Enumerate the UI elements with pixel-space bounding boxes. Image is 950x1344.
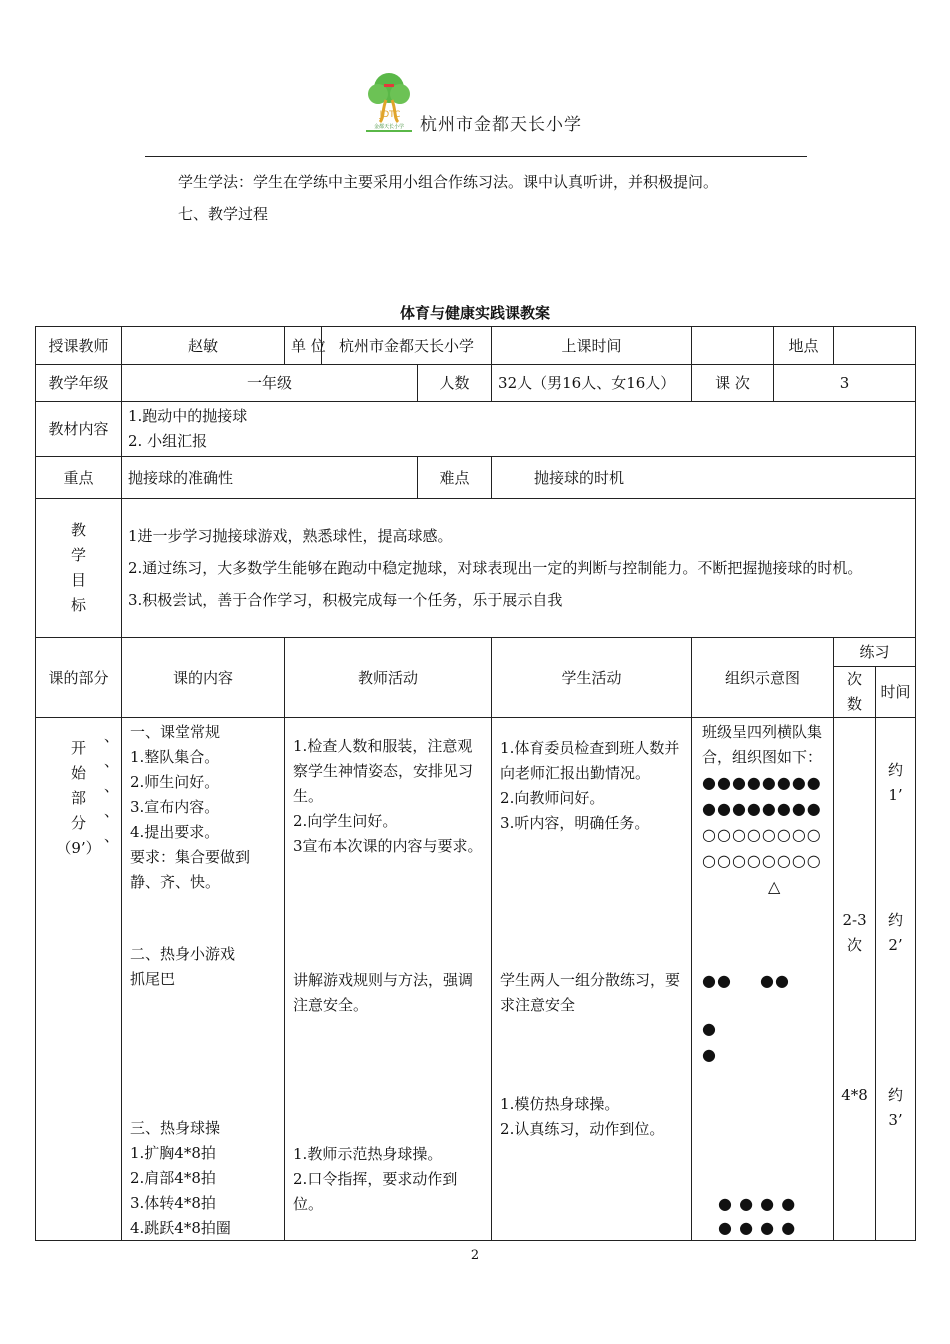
goal-item: 2.通过练习，大多数学生能够在跑动中稳定抛球，对球表现出一定的判断与控制能力。不断把握抛接球的时机。 (128, 559, 863, 577)
single-dot: ● (702, 1045, 718, 1064)
part-mark: 、 (103, 827, 119, 845)
student-line: 2.认真练习，动作到位。 (500, 1120, 665, 1138)
goal-item: 1进一步学习抛接球游戏，熟悉球性，提高球感。 (128, 527, 453, 545)
goal-item: 3.积极尝试，善于合作学习，积极完成每一个任务，乐于展示自我 (128, 591, 563, 609)
key-value: 抛接球的准确性 (122, 457, 418, 499)
part-minutes: （9’） (56, 839, 101, 857)
part-mark: 、 (103, 752, 119, 770)
teacher-line: 1.检查人数和服装，注意观察学生神情姿态，安排见习生。 (293, 737, 474, 805)
content-label: 教材内容 (36, 402, 122, 457)
formation-row-filled: ●●●●●●●● (702, 799, 822, 818)
teacher-line: 1.教师示范热身球操。 (293, 1145, 443, 1163)
formation-row-hollow: ○○○○○○○○ (702, 825, 822, 844)
content-line: 抓尾巴 (130, 970, 176, 988)
duration-block-2 (876, 908, 915, 958)
pair-dots: ●● (702, 971, 732, 990)
logo-text: 金都天长小学 (373, 124, 405, 130)
formation-diagram-1 (702, 720, 829, 900)
content-line: 1.整队集合。 (130, 748, 220, 766)
place-value (834, 327, 916, 365)
diagram-cell (692, 718, 834, 1241)
student-line: 3.听内容，明确任务。 (500, 814, 650, 832)
content-line-2: 2. 小组汇报 (128, 432, 208, 450)
content-line-1: 1.跑动中的抛接球 (128, 407, 248, 425)
study-method-text: 学生学法：学生在学练中主要采用小组合作练习法。课中认真听讲，并积极提问。 (178, 173, 719, 191)
col-duration: 时间 (876, 667, 916, 718)
col-practice: 练习 (834, 638, 916, 667)
student-line: 1.模仿热身球操。 (500, 1095, 620, 1113)
teacher-line: 3宣布本次课的内容与要求。 (293, 837, 483, 855)
col-content: 课的内容 (122, 638, 285, 718)
goals-label-char: 教 (70, 521, 86, 539)
teacher-block-1 (293, 734, 485, 859)
times-cell (834, 718, 876, 1241)
columns-header-row-1 (36, 638, 916, 667)
time-value (692, 327, 774, 365)
student-line: 学生两人一组分散练习，要求注意安全 (500, 971, 681, 1014)
col-times-char: 数 (847, 695, 863, 713)
teacher-line: 2.向学生问好。 (293, 812, 398, 830)
count-label: 人数 (418, 365, 492, 402)
page-header (0, 60, 950, 140)
pair-dots: ●● (760, 971, 790, 990)
duration-cell (876, 718, 916, 1241)
teacher-line: 2.口令指挥，要求动作到位。 (293, 1170, 458, 1213)
part-cell (36, 718, 122, 1241)
student-activity-cell (492, 718, 692, 1241)
duration-block-3 (876, 1083, 915, 1133)
lesson-plan-table (35, 326, 916, 1241)
content-line: 4.提出要求。 (130, 823, 220, 841)
content-line: 2.肩部4*8拍 (130, 1169, 216, 1187)
content-line: 一、课堂常规 (130, 723, 221, 741)
table-title: 体育与健康实践课教案 (399, 304, 550, 322)
duration-value: 约 (888, 761, 904, 779)
content-line: 2.师生问好。 (130, 773, 220, 791)
col-teacher: 教师活动 (285, 638, 492, 718)
goals-label (36, 499, 122, 638)
goals-label-char: 目 (70, 571, 86, 589)
duration-value: 2’ (888, 936, 903, 954)
formation-row-filled: ● ● ● ● (718, 1218, 797, 1237)
difficulty-value: 抛接球的时机 (492, 457, 916, 499)
part-char: 始 (70, 764, 86, 782)
goals-list (122, 499, 916, 638)
page-number: 2 (470, 1248, 480, 1263)
content-cell (122, 718, 285, 1241)
teacher-block-2 (293, 968, 485, 1018)
difficulty-label: 难点 (418, 457, 492, 499)
times-block-2 (834, 908, 875, 958)
key-row (36, 457, 916, 499)
formation-diagram-3 (718, 1192, 796, 1240)
unit-value: 杭州市金都天长小学 (322, 327, 492, 365)
teacher-value: 赵敏 (122, 327, 285, 365)
formation-row-filled: ● ● ● ● (718, 1194, 797, 1213)
grade-label: 教学年级 (36, 365, 122, 402)
times-value: 4*8 (841, 1086, 868, 1104)
duration-value: 约 (888, 911, 904, 929)
diagram-caption: 班级呈四列横队集合，组织图如下： (702, 723, 823, 766)
count-value: 32人（男16人、女16人） (492, 365, 692, 402)
formation-diagram-2c (702, 1016, 717, 1068)
student-block-2 (500, 968, 685, 1018)
content-line: 要求：集合要做到静、齐、快。 (130, 848, 251, 891)
part-marks (104, 724, 119, 849)
info-row-1 (36, 327, 916, 365)
part-mark: 、 (103, 777, 119, 795)
time-label: 上课时间 (492, 327, 692, 365)
col-student: 学生活动 (492, 638, 692, 718)
formation-diagram-2b (760, 968, 790, 994)
times-value: 次 (847, 936, 863, 954)
col-diagram: 组织示意图 (692, 638, 834, 718)
formation-diagram-2 (702, 968, 732, 994)
content-row (36, 402, 916, 457)
formation-row-hollow: ○○○○○○○○ (702, 851, 822, 870)
content-line: 3.宣布内容。 (130, 798, 220, 816)
teacher-position-icon: △ (768, 877, 782, 896)
content-line: 三、热身球操 (130, 1119, 221, 1137)
school-name: 杭州市金都天长小学 (420, 115, 582, 135)
part-char: 部 (70, 789, 86, 807)
formation-row-filled: ●●●●●●●● (702, 773, 822, 792)
teacher-activity-cell (285, 718, 492, 1241)
unit-label-cell: 单 位 (285, 327, 322, 365)
content-line: 3.体转4*8拍 (130, 1194, 216, 1212)
part-mark: 、 (103, 802, 119, 820)
col-part: 课的部分 (36, 638, 122, 718)
duration-block-1 (876, 758, 915, 808)
school-tree-logo-icon (360, 70, 418, 132)
teacher-label: 授课教师 (36, 327, 122, 365)
teacher-block-3 (293, 1142, 485, 1217)
lesson-label: 课 次 (692, 365, 774, 402)
goals-row (36, 499, 916, 638)
content-line: 4.跳跃4*8拍圈 (130, 1219, 231, 1237)
student-line: 2.向教师问好。 (500, 789, 605, 807)
content-line: 1.扩胸4*8拍 (130, 1144, 216, 1162)
student-block-1 (500, 736, 685, 836)
goals-label-char: 标 (70, 596, 86, 614)
times-block-3 (834, 1083, 875, 1108)
key-label: 重点 (36, 457, 122, 499)
student-block-3 (500, 1092, 685, 1142)
part-mark: 、 (103, 727, 119, 745)
content-block-2 (130, 942, 235, 992)
content-line: 二、热身小游戏 (130, 945, 236, 963)
info-row-2 (36, 365, 916, 402)
svg-text:JDTC: JDTC (379, 110, 401, 120)
duration-value: 1’ (888, 786, 903, 804)
content-block-1 (130, 720, 272, 895)
place-label: 地点 (774, 327, 834, 365)
student-line: 1.体育委员检查到班人数并向老师汇报出勤情况。 (500, 739, 680, 782)
single-dot: ● (702, 1019, 718, 1038)
teacher-line: 讲解游戏规则与方法，强调注意安全。 (293, 971, 474, 1014)
section-heading: 七、教学过程 (178, 205, 269, 223)
duration-value: 约 (888, 1086, 904, 1104)
goals-label-char: 学 (70, 546, 86, 564)
part-char: 分 (70, 814, 86, 832)
header-rule (145, 156, 807, 157)
col-times (834, 667, 876, 718)
start-section-row (36, 718, 916, 1241)
duration-value: 3’ (888, 1111, 903, 1129)
times-value: 2-3 (842, 911, 867, 929)
col-times-char: 次 (847, 670, 863, 688)
content-value (122, 402, 916, 457)
part-char: 开 (70, 739, 86, 757)
grade-value: 一年级 (122, 365, 418, 402)
lesson-value: 3 (774, 365, 916, 402)
content-block-3 (130, 1116, 231, 1241)
